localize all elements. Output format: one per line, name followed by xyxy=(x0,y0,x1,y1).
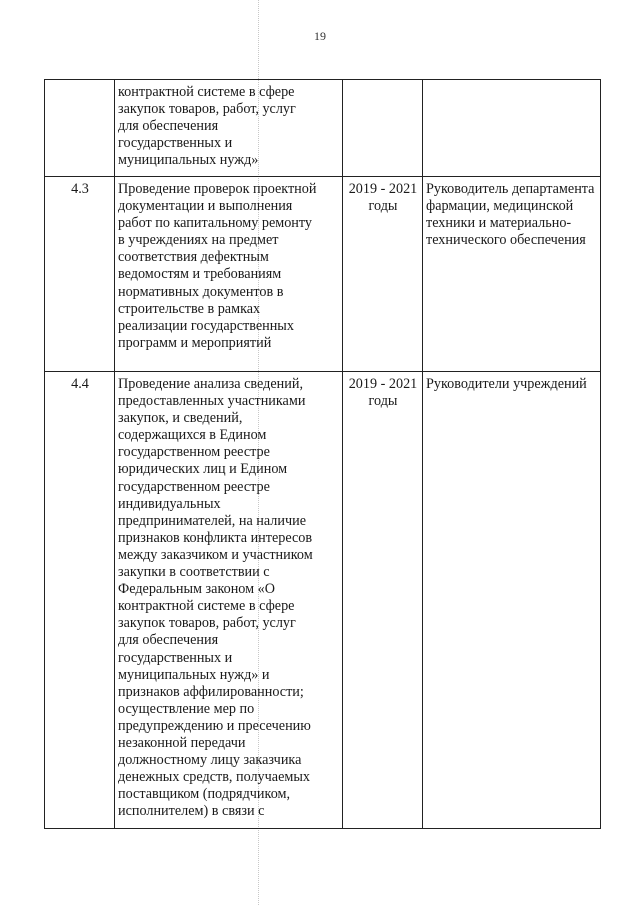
row-term: 2019 - 2021 годы xyxy=(343,177,423,372)
row-term xyxy=(343,80,423,177)
page-number: 19 xyxy=(314,29,326,43)
table-row xyxy=(45,372,601,829)
row-number xyxy=(45,80,115,177)
row-activity: контрактной системе в сфере закупок товаров, работ, услуг для обеспечения государственных и муниципальных нужд» xyxy=(115,80,343,177)
row-activity: Проведение проверок проектной документации и выполнения работ по капитальному ремонту в учреждениях на предмет соответствия дефектным ведомостям и требованиям нормативных документов в строительстве в рамках реализации государственных программ и мероприятий xyxy=(115,177,343,372)
measures-table xyxy=(44,79,601,829)
row-responsible: Руководители учреждений xyxy=(423,372,601,829)
row-number: 4.3 xyxy=(45,177,115,372)
row-term: 2019 - 2021 годы xyxy=(343,372,423,829)
row-activity: Проведение анализа сведений, предоставленных участниками закупок, и сведений, содержащихся в Едином государственном реестре юридических лиц и Едином государственном реестре индивидуальных предпринимателей, на наличие признаков конфликта интересов между заказчиком и участником закупки в соответствии с Федеральным законом «О контрактной системе в сфере закупок товаров, работ, услуг для обеспечения государственных и муниципальных нужд» и признаков аффилированности; осуществление мер по предупреждению и пресечению незаконной передачи должностному лицу заказчика денежных средств, получаемых поставщиком (подрядчиком, исполнителем) в связи с xyxy=(115,372,343,829)
row-responsible xyxy=(423,80,601,177)
row-number: 4.4 xyxy=(45,372,115,829)
row-responsible: Руководитель департамента фармации, медицинской техники и материально-технического обеспечения xyxy=(423,177,601,372)
table-row xyxy=(45,80,601,177)
table-row xyxy=(45,177,601,372)
